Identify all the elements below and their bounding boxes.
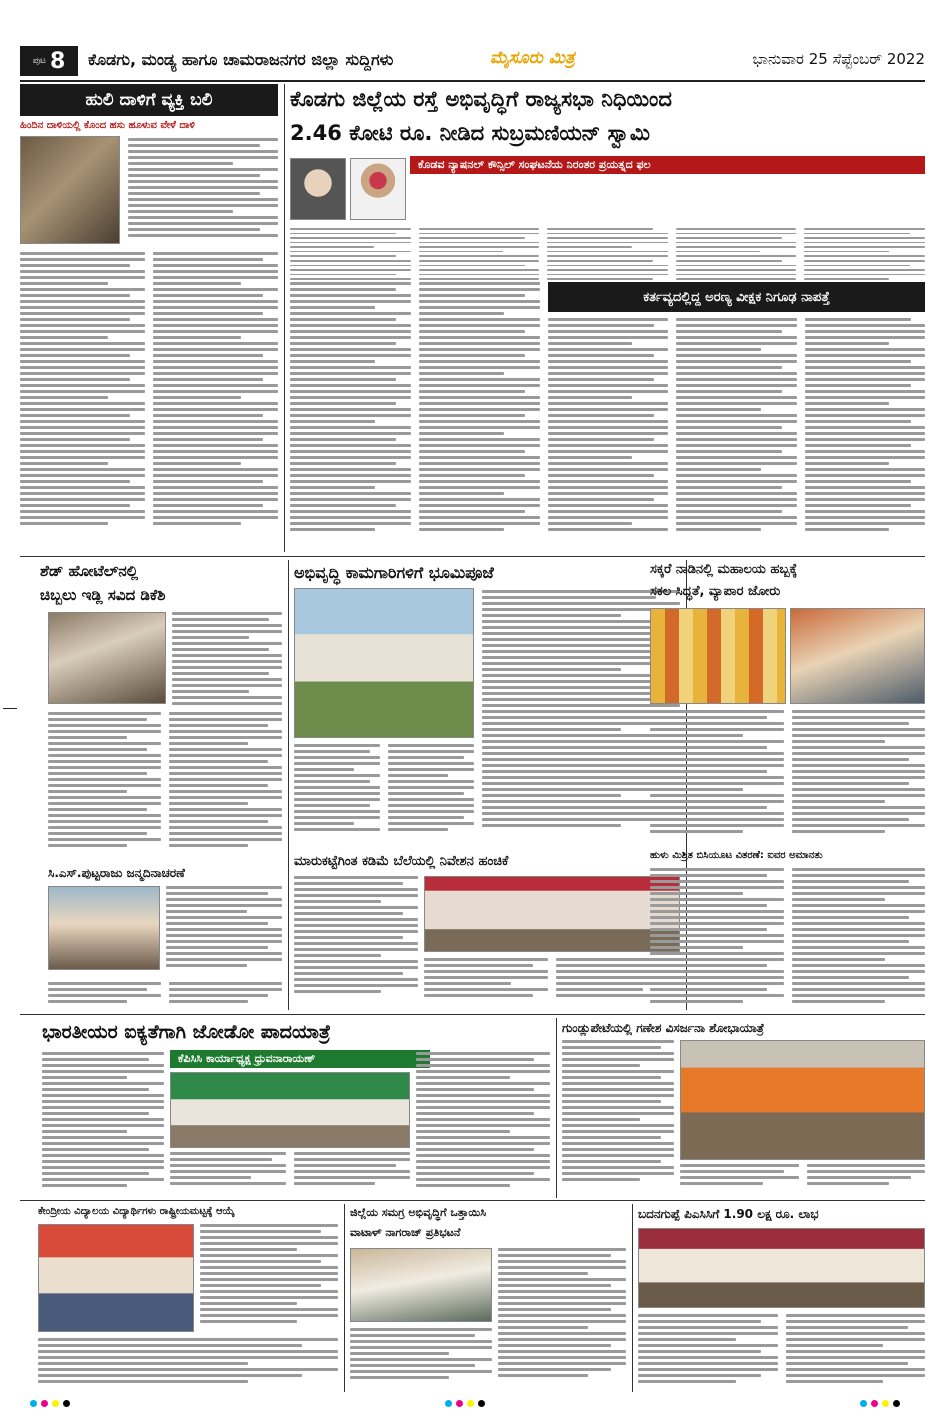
body-text-jodo-3 [170,1152,410,1196]
body-text-puttaraju-2 [48,982,282,1008]
body-text-tiger [128,138,278,248]
photo-tiger-victim [20,136,120,244]
story-bhoomi-pooja [294,560,680,848]
photo-kv-students [38,1224,194,1332]
body-text-kv-2 [38,1338,338,1394]
headline-pacs: ಬದನಗುಪ್ಪೆ ಪಿಎಸಿಸಿಗೆ 1.90 ಲಕ್ಷ ರೂ. ಲಾಭ [638,1207,819,1221]
photo-puttaraju [48,886,160,970]
body-text-kv [200,1224,338,1334]
headline-vatal-line2: ವಾಟಾಳ್ ನಾಗರಾಜ್ ಪ್ರತಿಭಟನೆ [350,1226,461,1239]
brand-logo: ಮೈಸೂರು ಮಿತ್ರ [490,48,575,68]
column-rule [284,84,285,552]
page-label: ಪುಟ [32,56,46,66]
issue-date: ಭಾನುವಾರ 25 ಸೆಪ್ಟೆಂಬರ್ 2022 [752,50,925,68]
headline-bhoomi-pooja: ಅಭಿವೃದ್ಧಿ ಕಾಮಗಾರಿಗಳಿಗೆ ಭೂಮಿಪೂಜೆ [294,563,494,582]
headline-kv-students: ಕೇಂದ್ರೀಯ ವಿದ್ಯಾಲಯ ವಿದ್ಯಾರ್ಥಿಗಳು ರಾಷ್ಟ್ರೀಯಮಟ್ಟಕ್ಕೆ ಆಯ್ಕೆ [38,1206,235,1217]
body-text-jodo [42,1052,164,1196]
story-bisiyoota [650,848,925,1010]
body-text-bhoomi-pooja-2 [294,744,474,844]
subhead-tiger: ಹಿಂದಿನ ದಾಳಿಯಲ್ಲಿ ಕೊಂದ ಹಸು ಹೂಳುವ ವೇಳೆ ದಾಳಿ [20,120,195,131]
photo-council-leader [350,158,406,220]
headline-nivesana: ಮಾರುಕಟ್ಟೆಗಿಂತ ಕಡಿಮೆ ಬೆಲೆಯಲ್ಲಿ ನಿವೇಶನ ಹಂಚಿಕೆ [294,854,509,869]
story-puttaraju [48,864,282,982]
page-number-box [20,46,78,76]
subhead-bar-kodagu: ಕೊಡವ ನ್ಯಾಷನಲ್ ಕೌನ್ಸಿಲ್ ಸಂಘಟನೆಯ ನಿರಂತರ ಪ್ರಯತ್ನದ ಫಲ [410,156,925,174]
photo-pacs-meeting [638,1228,925,1308]
headline-forest-officer: ಕರ್ತವ್ಯದಲ್ಲಿದ್ದ ಅರಣ್ಯ ವೀಕ್ಷಕ ನಿಗೂಢ ನಾಪತ್ತೆ [548,282,925,312]
headline-dks-line2: ಚಿಬ್ಬಲು ಇಡ್ಲಿ ಸವಿದ ಡಿಕೆಶಿ [40,586,166,604]
headline-dks-line1: ಶೆಡ್ ಹೋಟೆಲ್‌ನಲ್ಲಿ [40,562,139,580]
body-text-nivesana-2 [424,958,680,1008]
column-rule [556,1018,557,1198]
column-rule [344,1204,345,1392]
headline-mahalaya-line2: ಸಕಲ ಸಿದ್ಧತೆ, ವ್ಯಾಪಾರ ಜೋರು [650,584,781,599]
column-rule [288,560,289,1010]
story-pacs [638,1204,925,1394]
column-rule [632,1204,633,1392]
photo-ganesha-procession [680,1040,925,1160]
headline-kodagu-roads-line2: 2.46 ಕೋಟಿ ರೂ. ನೀಡಿದ ಸುಬ್ರಮಣಿಯನ್ ಸ್ವಾಮಿ [290,121,650,145]
body-text-forest-officer [548,318,925,552]
photo-mahalaya-market [790,608,925,704]
story-kodagu-roads [290,84,925,280]
body-text-dks-2 [48,712,282,858]
body-text-ganesha-2 [680,1164,925,1196]
masthead [20,42,925,82]
headline-ganesha: ಗುಂಡ್ಲುಪೇಟೆಯಲ್ಲಿ ಗಣೇಶ ವಿಸರ್ಜನಾ ಶೋಭಾಯಾತ್ರೆ [562,1021,765,1035]
story-nivesana [294,852,680,1010]
photo-bhoomi-pooja [294,588,474,738]
photo-subramanian-swamy [290,158,346,220]
body-text-mahalaya [650,710,925,842]
story-vatal [350,1204,626,1394]
headline-vatal-line1: ಜಿಲ್ಲೆಯ ಸಮಗ್ರ ಅಭಿವೃದ್ಧಿಗೆ ಒತ್ತಾಯಿಸಿ [350,1206,487,1219]
crop-mark [3,708,17,709]
registration-marks-left [30,1400,70,1407]
headline-mahalaya-line1: ಸಕ್ಕರೆ ನಾಡಿನಲ್ಲಿ ಮಹಾಲಯ ಹಬ್ಬಕ್ಕೆ [650,562,798,577]
body-text-kodagu-roads [290,228,925,280]
body-text-pacs [638,1314,925,1394]
section-title: ಕೊಡಗು, ಮಂಡ್ಯ ಹಾಗೂ ಚಾಮರಾಜನಗರ ಜಿಲ್ಲಾ ಸುದ್ದಿಗಳು [88,50,394,69]
registration-marks-right [860,1400,900,1407]
headline-tiger: ಹುಲಿ ದಾಳಿಗೆ ವ್ಯಕ್ತಿ ಬಲಿ [20,84,278,116]
body-text-jodo-2 [416,1052,550,1196]
body-text-kodagu-roads-2 [290,282,540,552]
photo-vatal-protest [350,1248,492,1322]
body-text-dks [172,612,282,712]
row-divider [20,1200,925,1201]
body-text-nivesana [294,876,418,1008]
photo-nivesana-event [424,876,680,952]
story-ganesha [562,1018,925,1196]
body-text-ganesha [562,1040,674,1196]
body-text-vatal [498,1248,626,1394]
photo-mahalaya-sweets [650,608,786,704]
headline-jodo: ಭಾರತೀಯರ ಐಕ್ಯತೆಗಾಗಿ ಜೋಡೋ ಪಾದಯಾತ್ರೆ [42,1021,331,1043]
photo-jodo-meeting [170,1072,410,1148]
row-divider [20,1014,925,1015]
headline-kodagu-roads-line1: ಕೊಡಗು ಜಿಲ್ಲೆಯ ರಸ್ತೆ ಅಭಿವೃದ್ಧಿಗೆ ರಾಜ್ಯಸಭಾ ನಿಧಿಯಿಂದ [290,87,672,111]
headline-puttaraju: ಸಿ.ಎಸ್.ಪುಟ್ಟರಾಜು ಜನ್ಮದಿನಾಚರಣೆ [48,866,185,880]
body-text-tiger-2 [20,252,278,552]
story-mahalaya [650,560,925,842]
body-text-puttaraju [166,886,282,976]
story-forest-officer [548,282,925,552]
registration-marks-center [445,1400,485,1407]
story-tiger [20,84,278,552]
body-text-bisiyoota [650,868,925,1008]
newspaper-page [20,42,925,1392]
body-text-vatal-2 [350,1328,492,1394]
page-number: 8 [49,48,66,74]
story-jodo-yatra [42,1018,550,1196]
headline-bisiyoota: ಹುಳು ಮಿಶ್ರಿತ ಬಿಸಿಯೂಟ ವಿತರಣೆ: ಐವರ ಅಮಾನತು [650,850,823,861]
subhead-bar-jodo: ಕೆಪಿಸಿಸಿ ಕಾರ್ಯಾಧ್ಯಕ್ಷ ಧ್ರುವನಾರಾಯಣ್ [170,1050,430,1068]
story-kv-students [38,1204,338,1394]
row-divider [20,556,925,557]
photo-dks-eating [48,612,166,704]
story-dk-shivakumar [20,560,282,860]
